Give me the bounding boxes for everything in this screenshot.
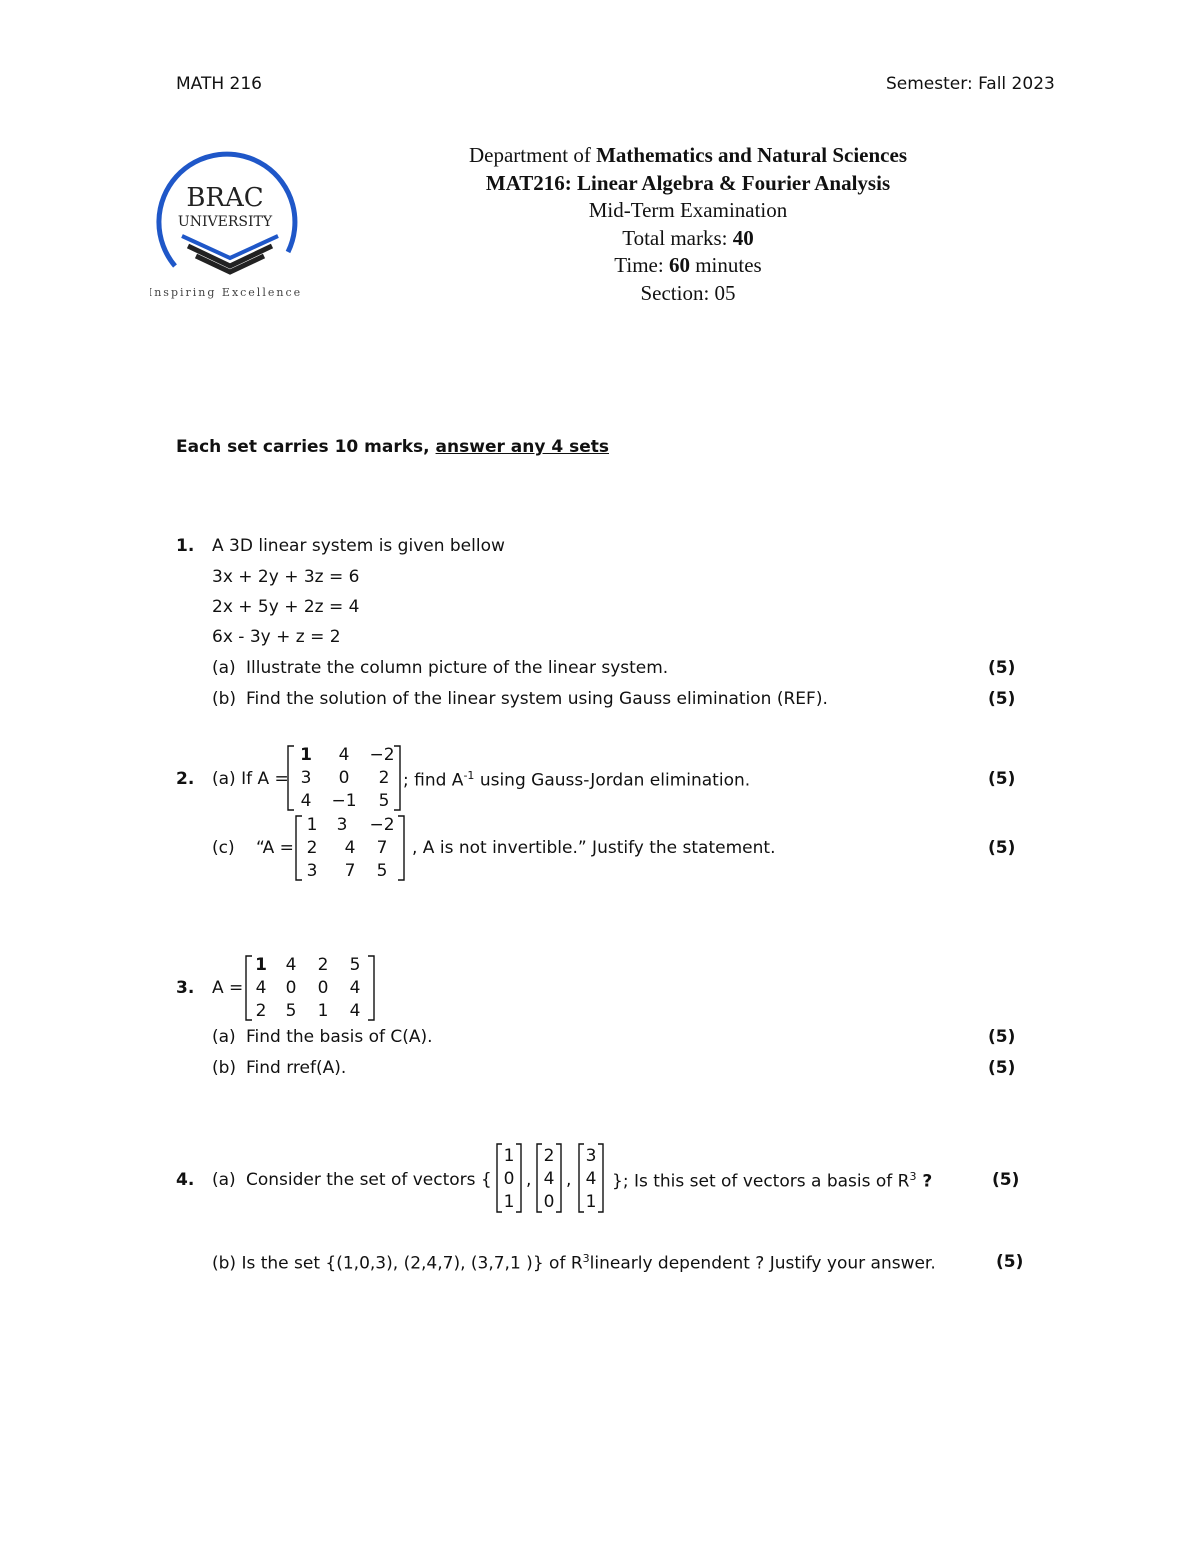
q4a-text-part2: ? (916, 1171, 933, 1192)
q1b-label: (b) (212, 689, 237, 709)
q4a-marks: (5) (992, 1170, 1020, 1190)
matrix-cell: 4 (338, 745, 350, 765)
matrix-cell: 4 (349, 978, 361, 998)
logo-graphic (150, 148, 300, 300)
matrix-cell: −1 (331, 791, 357, 811)
matrix-cell: 4 (344, 838, 356, 858)
q4-comma-1: , (526, 1170, 532, 1190)
q4a-text-part1: }; Is this set of vectors a basis of R (612, 1171, 910, 1192)
matrix-cell: 3 (336, 815, 348, 835)
vector-cell: 1 (585, 1192, 597, 1212)
matrix-cell: 4 (349, 1001, 361, 1021)
q4-comma-2: , (566, 1170, 572, 1190)
q4b-text-part1: (b) Is the set {(1,0,3), (2,4,7), (3,7,1 )} of R (212, 1253, 583, 1274)
q2a-text (403, 769, 750, 791)
vector-cell: 4 (543, 1169, 555, 1189)
q2c-marks: (5) (988, 838, 1016, 858)
svg-text:UNIVERSITY: UNIVERSITY (177, 214, 273, 230)
q3a-marks: (5) (988, 1027, 1016, 1047)
q3b-marks: (5) (988, 1058, 1016, 1078)
q1-equation-1: 3x + 2y + 3z = 6 (212, 567, 360, 587)
instructions-prefix: Each set carries 10 marks, (176, 437, 436, 457)
matrix-cell: −2 (369, 815, 395, 835)
q1b-text: Find the solution of the linear system using Gauss elimination (REF). (246, 689, 828, 709)
title-block (432, 142, 944, 307)
q4b-text-part2: linearly dependent ? Justify your answer. (589, 1253, 936, 1274)
matrix-cell: 2 (317, 955, 329, 975)
university-logo (150, 148, 300, 300)
q4-vector-3 (578, 1142, 604, 1214)
q3a-label: (a) (212, 1027, 236, 1047)
matrix-cell: 1 (300, 745, 312, 765)
matrix-cell: 1 (306, 815, 318, 835)
department-line (432, 142, 944, 170)
matrix-cell: 5 (378, 791, 390, 811)
vector-cell: 3 (585, 1146, 597, 1166)
matrix-cell: 0 (285, 978, 297, 998)
matrix-cell: −2 (369, 745, 395, 765)
matrix-cell: 1 (317, 1001, 329, 1021)
matrix-cell: 2 (306, 838, 318, 858)
exam-type: Mid-Term Examination (588, 198, 788, 222)
matrix-cell: 4 (300, 791, 312, 811)
total-marks-label: Total marks: (622, 225, 733, 250)
vector-cell: 1 (503, 1192, 515, 1212)
q1a-marks: (5) (988, 658, 1016, 678)
department-prefix: Department of (468, 143, 597, 167)
time-unit: minutes (689, 253, 762, 277)
q3b-text: Find rref(A). (246, 1058, 347, 1078)
q4-vector-2 (536, 1142, 562, 1214)
course-title: MAT216: Linear Algebra & Fourier Analysis (485, 170, 891, 195)
q1-equation-3: 6x - 3y + z = 2 (212, 627, 341, 647)
q4a-superscript: 3 (909, 1170, 917, 1183)
matrix-cell: 3 (306, 861, 318, 881)
vector-cell: 1 (503, 1146, 515, 1166)
q2c-prefix: “A = (256, 838, 294, 858)
q4a-prefix: Consider the set of vectors { (246, 1170, 492, 1190)
matrix-cell: 2 (378, 768, 390, 788)
q2c-text: , A is not invertible.” Justify the statement. (412, 838, 776, 858)
q2a-text-part2: using Gauss-Jordan elimination. (474, 770, 751, 791)
matrix-cell: 4 (255, 978, 267, 998)
q3a-text: Find the basis of C(A). (246, 1027, 433, 1047)
q3-number: 3. (176, 978, 195, 998)
matrix-cell: 5 (376, 861, 388, 881)
q1a-text: Illustrate the column picture of the linear system. (246, 658, 669, 678)
matrix-cell: 2 (255, 1001, 267, 1021)
q1a-label: (a) (212, 658, 236, 678)
q4b-text (212, 1252, 936, 1274)
matrix-cell: 3 (300, 768, 312, 788)
matrix-cell: 7 (344, 861, 356, 881)
q2a-superscript: -1 (463, 769, 475, 782)
svg-text:BRAC: BRAC (186, 183, 264, 213)
q1-intro: A 3D linear system is given bellow (212, 536, 505, 556)
vector-cell: 2 (543, 1146, 555, 1166)
q3b-label: (b) (212, 1058, 237, 1078)
instructions (176, 437, 609, 457)
q2a-prefix: (a) If A = (212, 769, 289, 789)
department-name: Mathematics and Natural Sciences (596, 143, 907, 167)
q2a-marks: (5) (988, 769, 1016, 789)
q2c-label: (c) (212, 838, 235, 858)
q4b-marks: (5) (996, 1252, 1024, 1272)
total-marks-value: 40 (732, 225, 754, 250)
matrix-cell: 5 (349, 955, 361, 975)
matrix-cell: 5 (285, 1001, 297, 1021)
q1-number: 1. (176, 536, 195, 556)
q1-equation-2: 2x + 5y + 2z = 4 (212, 597, 360, 617)
matrix-cell: 7 (376, 838, 388, 858)
q4-number: 4. (176, 1170, 195, 1190)
matrix-cell: 1 (255, 955, 267, 975)
q2c-matrix (294, 812, 406, 884)
q1b-marks: (5) (988, 689, 1016, 709)
q2-number: 2. (176, 769, 195, 789)
header-semester: Semester: Fall 2023 (886, 74, 1055, 94)
instructions-emphasis: answer any 4 sets (435, 437, 609, 457)
total-marks (432, 225, 944, 253)
vector-cell: 0 (503, 1169, 515, 1189)
vector-cell: 4 (585, 1169, 597, 1189)
vector-cell: 0 (543, 1192, 555, 1212)
header-course-code: MATH 216 (176, 74, 262, 94)
time-value: 60 (668, 253, 690, 277)
q4b-superscript: 3 (582, 1252, 590, 1265)
q4a-text (612, 1170, 932, 1192)
q3-matrix (244, 952, 376, 1024)
q4a-label: (a) (212, 1170, 236, 1190)
q2a-matrix (286, 742, 402, 814)
svg-text:Inspiring Excellence: Inspiring Excellence (150, 286, 300, 299)
q2a-text-part1: ; find A (403, 770, 464, 791)
q3-prefix: A = (212, 978, 244, 998)
time-label: Time: (614, 253, 669, 277)
matrix-cell: 0 (317, 978, 329, 998)
exam-time (432, 252, 944, 280)
matrix-cell: 4 (285, 955, 297, 975)
matrix-cell: 0 (338, 768, 350, 788)
q4-vector-1 (496, 1142, 522, 1214)
section-line: Section: 05 (640, 280, 736, 305)
